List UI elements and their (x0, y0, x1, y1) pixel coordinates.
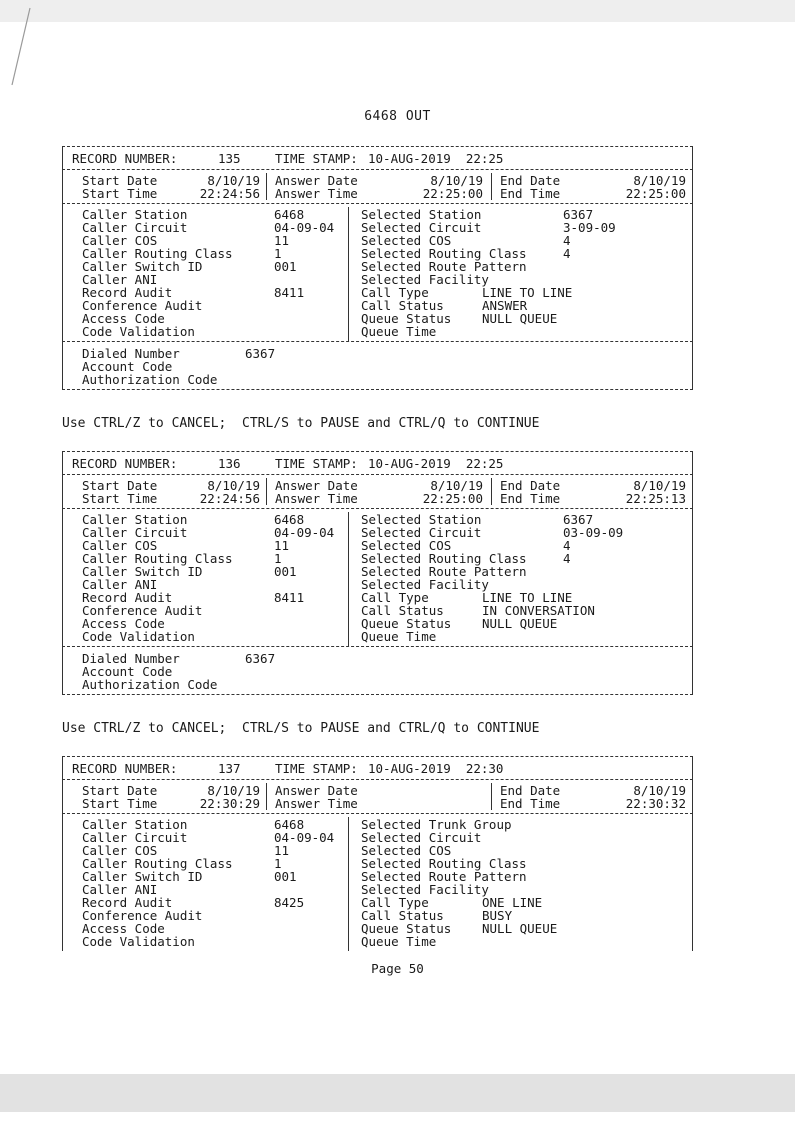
caller-routing-class-value: 1 (274, 856, 282, 871)
end-time-label: End Time (500, 796, 561, 811)
scan-top-strip (0, 0, 795, 22)
time-stamp-label: TIME STAMP: (275, 456, 358, 471)
end-time-value: 22:25:13 (625, 491, 686, 506)
scan-bottom-strip (0, 1074, 795, 1112)
record-details (62, 204, 693, 341)
selected-facility-label: Selected Facility (361, 882, 489, 897)
code-validation-label: Code Validation (82, 629, 195, 644)
end-date-label: End Date (500, 173, 561, 188)
record-header (62, 757, 693, 779)
end-date-value: 8/10/19 (633, 478, 686, 493)
call-type-label: Call Type (361, 590, 429, 605)
caller-circuit-value: 04-09-04 (274, 220, 335, 235)
selected-circuit-label: Selected Circuit (361, 220, 482, 235)
selected-cos-label: Selected COS (361, 538, 452, 553)
access-code-label: Access Code (82, 616, 165, 631)
call-status-value: ANSWER (482, 298, 528, 313)
end-time-value: 22:30:32 (625, 796, 686, 811)
record-number-label: RECORD NUMBER: (72, 151, 178, 166)
call-type-value: LINE TO LINE (482, 285, 573, 300)
selected-facility-label: Selected Facility (361, 577, 489, 592)
selected-cos-label: Selected COS (361, 843, 452, 858)
queue-time-label: Queue Time (361, 629, 437, 644)
dialed-number-label: Dialed Number (82, 346, 180, 361)
selected-cos-label: Selected COS (361, 233, 452, 248)
dialed-number-value: 6367 (245, 346, 276, 361)
queue-status-label: Queue Status (361, 921, 452, 936)
call-type-label: Call Type (361, 285, 429, 300)
call-record-137 (62, 756, 693, 951)
caller-cos-value: 11 (274, 843, 290, 858)
caller-routing-class-label: Caller Routing Class (82, 246, 233, 261)
selected-routing-class-label: Selected Routing Class (361, 551, 527, 566)
call-type-value: LINE TO LINE (482, 590, 573, 605)
queue-status-value: NULL QUEUE (482, 921, 558, 936)
access-code-label: Access Code (82, 921, 165, 936)
account-code-label: Account Code (82, 664, 173, 679)
scan-edge-mark (0, 0, 40, 110)
record-dates (62, 780, 693, 813)
code-validation-label: Code Validation (82, 934, 195, 949)
answer-time-label: Answer Time (275, 796, 358, 811)
caller-circuit-label: Caller Circuit (82, 220, 188, 235)
answer-time-label: Answer Time (275, 491, 358, 506)
call-type-value: ONE LINE (482, 895, 543, 910)
queue-status-value: NULL QUEUE (482, 616, 558, 631)
queue-status-label: Queue Status (361, 311, 452, 326)
caller-cos-label: Caller COS (82, 843, 158, 858)
caller-cos-label: Caller COS (82, 233, 158, 248)
start-time-label: Start Time (82, 796, 158, 811)
answer-date-label: Answer Date (275, 783, 358, 798)
answer-date-value: 8/10/19 (430, 478, 483, 493)
call-status-label: Call Status (361, 603, 444, 618)
answer-time-value: 22:25:00 (422, 186, 483, 201)
start-time-value: 22:30:29 (199, 796, 260, 811)
start-time-label: Start Time (82, 186, 158, 201)
selected-route-pattern-label: Selected Route Pattern (361, 869, 527, 884)
selected-facility-label: Selected Facility (361, 272, 489, 287)
selected-circuit-value: 3-09-09 (563, 220, 616, 235)
record-header (62, 147, 693, 169)
record-dates (62, 170, 693, 203)
caller-ani-label: Caller ANI (82, 577, 158, 592)
record-number-value: 137 (218, 761, 241, 776)
caller-routing-class-value: 1 (274, 551, 282, 566)
record-number-value: 135 (218, 151, 241, 166)
account-code-label: Account Code (82, 359, 173, 374)
selected-station-value: 6367 (563, 207, 594, 222)
caller-circuit-value: 04-09-04 (274, 830, 335, 845)
call-status-value: IN CONVERSATION (482, 603, 595, 618)
conference-audit-label: Conference Audit (82, 908, 203, 923)
caller-cos-value: 11 (274, 538, 290, 553)
authorization-code-label: Authorization Code (82, 677, 218, 692)
selected-circuit-label: Selected Circuit (361, 525, 482, 540)
end-time-label: End Time (500, 491, 561, 506)
selected-route-pattern-label: Selected Route Pattern (361, 564, 527, 579)
terminal-prompt: Use CTRL/Z to CANCEL; CTRL/S to PAUSE and CTRL/Q to CONTINUE (62, 416, 540, 431)
selected-station-label: Selected Station (361, 512, 482, 527)
answer-date-label: Answer Date (275, 173, 358, 188)
terminal-prompt: Use CTRL/Z to CANCEL; CTRL/S to PAUSE and CTRL/Q to CONTINUE (62, 721, 540, 736)
end-time-value: 22:25:00 (625, 186, 686, 201)
conference-audit-label: Conference Audit (82, 298, 203, 313)
caller-station-label: Caller Station (82, 817, 188, 832)
time-stamp-label: TIME STAMP: (275, 761, 358, 776)
start-date-value: 8/10/19 (207, 478, 260, 493)
call-record-136 (62, 451, 693, 695)
end-date-value: 8/10/19 (633, 173, 686, 188)
page-title: 6468 OUT (364, 109, 431, 124)
caller-circuit-label: Caller Circuit (82, 525, 188, 540)
record-audit-value: 8425 (274, 895, 305, 910)
answer-time-label: Answer Time (275, 186, 358, 201)
call-status-label: Call Status (361, 298, 444, 313)
record-number-value: 136 (218, 456, 241, 471)
caller-ani-label: Caller ANI (82, 272, 158, 287)
caller-ani-label: Caller ANI (82, 882, 158, 897)
queue-time-label: Queue Time (361, 934, 437, 949)
caller-station-value: 6468 (274, 817, 305, 832)
selected-cos-value: 4 (563, 233, 571, 248)
caller-station-value: 6468 (274, 207, 305, 222)
caller-routing-class-label: Caller Routing Class (82, 551, 233, 566)
call-status-value: BUSY (482, 908, 513, 923)
caller-circuit-value: 04-09-04 (274, 525, 335, 540)
caller-cos-value: 11 (274, 233, 290, 248)
dialed-number-label: Dialed Number (82, 651, 180, 666)
queue-status-label: Queue Status (361, 616, 452, 631)
selected-routing-class-label: Selected Routing Class (361, 246, 527, 261)
answer-date-value: 8/10/19 (430, 173, 483, 188)
selected-circuit-label: Selected Circuit (361, 830, 482, 845)
record-details (62, 509, 693, 646)
record-details (62, 814, 693, 951)
caller-circuit-label: Caller Circuit (82, 830, 188, 845)
caller-switch-id-label: Caller Switch ID (82, 259, 203, 274)
selected-circuit-value: 03-09-09 (563, 525, 624, 540)
caller-switch-id-value: 001 (274, 869, 297, 884)
caller-switch-id-value: 001 (274, 259, 297, 274)
caller-station-label: Caller Station (82, 512, 188, 527)
access-code-label: Access Code (82, 311, 165, 326)
caller-routing-class-label: Caller Routing Class (82, 856, 233, 871)
time-stamp-value: 10-AUG-2019 22:30 (368, 761, 504, 776)
call-status-label: Call Status (361, 908, 444, 923)
code-validation-label: Code Validation (82, 324, 195, 339)
caller-station-label: Caller Station (82, 207, 188, 222)
caller-switch-id-label: Caller Switch ID (82, 564, 203, 579)
record-number-label: RECORD NUMBER: (72, 456, 178, 471)
caller-routing-class-value: 1 (274, 246, 282, 261)
answer-date-label: Answer Date (275, 478, 358, 493)
record-dates (62, 475, 693, 508)
record-number-label: RECORD NUMBER: (72, 761, 178, 776)
selected-station-value: 6367 (563, 512, 594, 527)
time-stamp-value: 10-AUG-2019 22:25 (368, 456, 504, 471)
caller-station-value: 6468 (274, 512, 305, 527)
selected-routing-class-value: 4 (563, 551, 571, 566)
page-number: Page 50 (371, 961, 424, 976)
start-date-label: Start Date (82, 478, 158, 493)
authorization-code-label: Authorization Code (82, 372, 218, 387)
caller-switch-id-label: Caller Switch ID (82, 869, 203, 884)
queue-time-label: Queue Time (361, 324, 437, 339)
time-stamp-value: 10-AUG-2019 22:25 (368, 151, 504, 166)
call-record-135 (62, 146, 693, 390)
start-time-value: 22:24:56 (199, 491, 260, 506)
record-dialing (62, 342, 693, 389)
queue-status-value: NULL QUEUE (482, 311, 558, 326)
end-date-label: End Date (500, 783, 561, 798)
record-audit-label: Record Audit (82, 895, 173, 910)
start-time-label: Start Time (82, 491, 158, 506)
caller-switch-id-value: 001 (274, 564, 297, 579)
divider (62, 389, 693, 390)
start-date-value: 8/10/19 (207, 173, 260, 188)
caller-cos-label: Caller COS (82, 538, 158, 553)
record-audit-value: 8411 (274, 285, 305, 300)
selected-routing-class-label: Selected Routing Class (361, 856, 527, 871)
record-audit-value: 8411 (274, 590, 305, 605)
time-stamp-label: TIME STAMP: (275, 151, 358, 166)
selected-trunk-group-label: Selected Trunk Group (361, 817, 512, 832)
record-audit-label: Record Audit (82, 285, 173, 300)
record-dialing (62, 647, 693, 694)
selected-routing-class-value: 4 (563, 246, 571, 261)
record-audit-label: Record Audit (82, 590, 173, 605)
call-type-label: Call Type (361, 895, 429, 910)
selected-cos-value: 4 (563, 538, 571, 553)
end-date-label: End Date (500, 478, 561, 493)
selected-route-pattern-label: Selected Route Pattern (361, 259, 527, 274)
answer-time-value: 22:25:00 (422, 491, 483, 506)
record-header (62, 452, 693, 474)
end-time-label: End Time (500, 186, 561, 201)
conference-audit-label: Conference Audit (82, 603, 203, 618)
dialed-number-value: 6367 (245, 651, 276, 666)
start-date-value: 8/10/19 (207, 783, 260, 798)
start-date-label: Start Date (82, 783, 158, 798)
end-date-value: 8/10/19 (633, 783, 686, 798)
start-date-label: Start Date (82, 173, 158, 188)
selected-station-label: Selected Station (361, 207, 482, 222)
start-time-value: 22:24:56 (199, 186, 260, 201)
divider (62, 694, 693, 695)
